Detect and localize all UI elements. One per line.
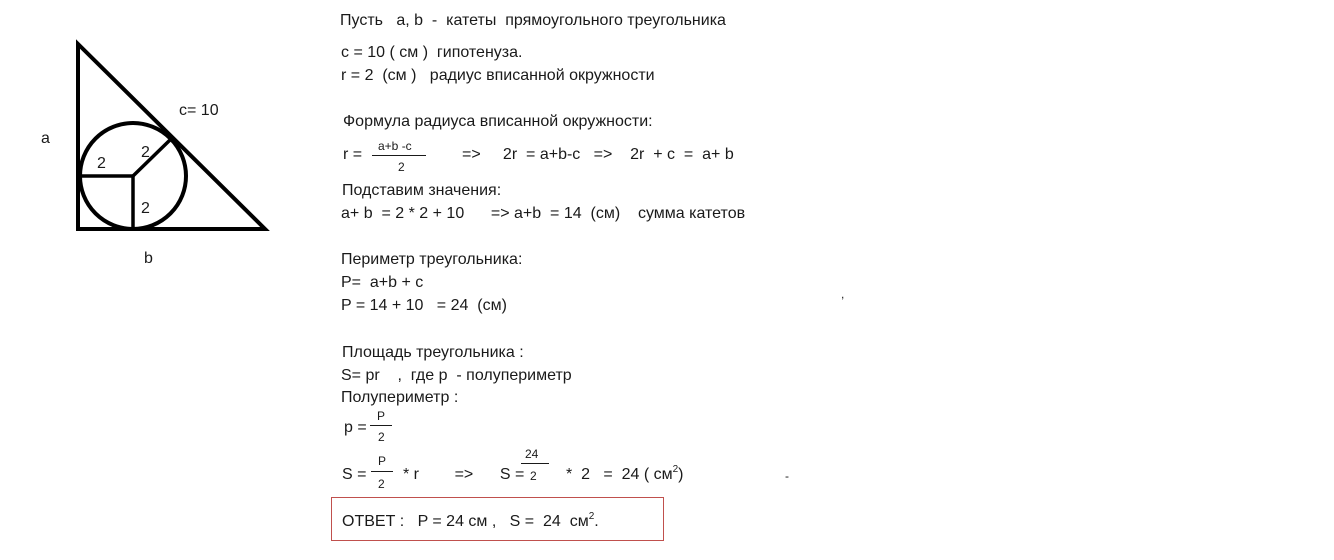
formula-r-lhs: r = xyxy=(343,146,363,163)
line-leg-sum: a+ b = 2 * 2 + 10 => a+b = 14 (см) сумма катетов xyxy=(341,205,746,222)
area-calc-lhs: S = xyxy=(342,466,367,483)
formula-r-derivation: => 2r = a+b-c => 2r + c = a+ b xyxy=(462,146,734,163)
area-calc-numerator: P xyxy=(378,454,387,468)
semiperimeter-fraction-bar xyxy=(370,425,392,426)
radius-to-hypotenuse xyxy=(133,139,171,176)
answer-line: ОТВЕТ : P = 24 см , S = 24 $см^2$. xyxy=(342,511,599,530)
semiperimeter-lhs: p = xyxy=(344,419,367,436)
area-calc-fraction-bar-2 xyxy=(521,463,549,464)
stray-comma: , xyxy=(841,287,845,301)
stray-dash: - xyxy=(785,469,789,483)
area-calc-denominator-2: 2 xyxy=(530,469,537,483)
label-c: c= 10 xyxy=(179,102,219,119)
area-calc-numerator-2: 24 xyxy=(525,447,539,461)
formula-r-numerator: a+b -c xyxy=(378,139,412,153)
line-area-formula: S= pr , где p - полупериметр xyxy=(341,367,572,384)
line-semiperimeter-title: Полупериметр : xyxy=(341,389,459,406)
area-calc-denominator: 2 xyxy=(378,477,385,491)
line-area-title: Площадь треугольника : xyxy=(342,344,524,361)
line-perimeter-title: Периметр треугольника: xyxy=(341,251,523,268)
semiperimeter-numerator: P xyxy=(377,409,386,423)
line-formula-title: Формула радиуса вписанной окружности: xyxy=(343,113,653,130)
radius-label-upper: 2 xyxy=(141,144,150,161)
line-radius: r = 2 (см ) радиус вписанной окружности xyxy=(341,67,655,84)
area-calc-result: * 2 = 24 ( $см^2$) xyxy=(566,464,684,483)
right-triangle xyxy=(78,44,265,229)
formula-r-denominator: 2 xyxy=(398,160,405,174)
formula-r-fraction-bar xyxy=(372,155,426,156)
line-hypotenuse: c = 10 ( см ) гипотенуза. xyxy=(341,44,523,61)
semiperimeter-denominator: 2 xyxy=(378,430,385,444)
area-calc-fraction-bar xyxy=(371,471,393,472)
line-substitute-title: Подставим значения: xyxy=(342,182,502,199)
line-given: Пусть a, b - катеты прямоугольного треугольника xyxy=(340,12,726,29)
line-perimeter-formula: P= a+b + c xyxy=(341,274,424,291)
label-b: b xyxy=(144,250,153,267)
area-calc-middle: * r => S = xyxy=(403,466,525,483)
line-perimeter-value: P = 14 + 10 = 24 (см) xyxy=(341,297,507,314)
incircle-triangle-diagram xyxy=(0,0,320,280)
label-a: a xyxy=(41,130,50,147)
radius-label-lower: 2 xyxy=(141,200,150,217)
radius-label-left: 2 xyxy=(97,155,106,172)
